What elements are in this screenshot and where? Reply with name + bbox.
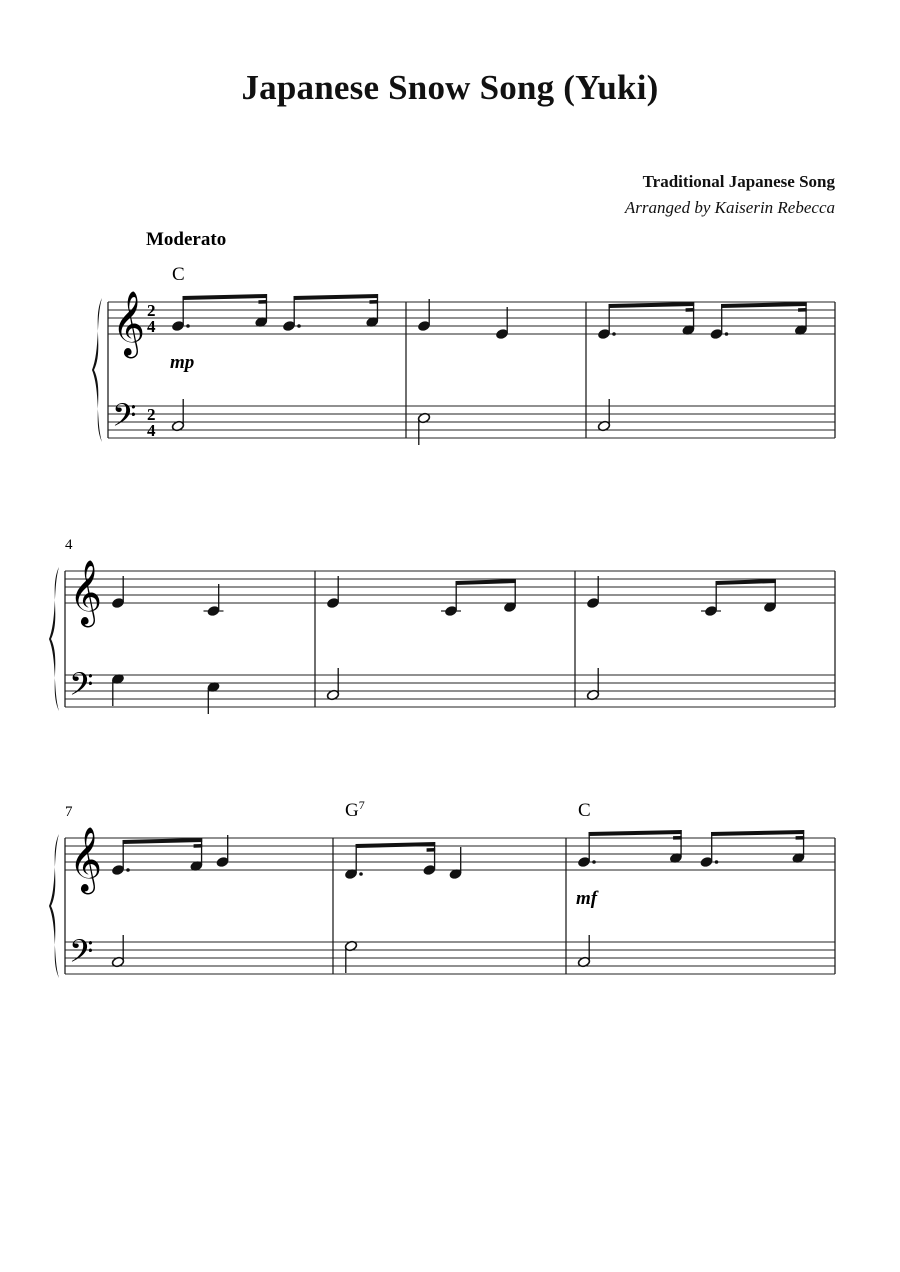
treble-clef-icon: 𝄞 — [69, 560, 103, 625]
dot-icon — [186, 324, 190, 328]
beam-sixteenth — [258, 300, 267, 304]
brace-icon — [92, 298, 102, 442]
beam — [609, 302, 695, 308]
beam — [711, 830, 804, 836]
dot-icon — [359, 872, 363, 876]
beam-sixteenth — [796, 836, 805, 840]
beam — [589, 830, 682, 836]
tempo-marking: Moderato — [146, 229, 227, 250]
treble-clef-icon: 𝄞 — [69, 827, 103, 892]
bass-clef-icon: 𝄢 — [112, 397, 137, 441]
beam — [183, 294, 267, 300]
beam — [716, 579, 776, 585]
arranger-credit: Arranged by Kaiserin Rebecca — [624, 198, 835, 217]
beam — [456, 579, 516, 585]
time-signature-denominator: 4 — [147, 317, 156, 336]
time-signature-numerator: 2 — [147, 405, 156, 424]
chord-superscript: 7 — [358, 798, 365, 812]
bass-clef-icon: 𝄢 — [69, 933, 94, 977]
page-title: Japanese Snow Song (Yuki) — [241, 68, 659, 107]
measure-number: 7 — [65, 804, 73, 820]
chord-root: C — [578, 800, 591, 821]
measure-number: 4 — [65, 537, 73, 553]
dot-icon — [592, 860, 596, 864]
beam — [721, 302, 807, 308]
chord-root: G — [345, 800, 359, 821]
chord-symbol — [345, 798, 365, 821]
beam — [356, 842, 436, 848]
treble-clef-icon: 𝄞 — [112, 291, 146, 356]
chord-root: C — [172, 264, 185, 285]
beam-sixteenth — [194, 844, 203, 848]
dynamic-marking: mf — [576, 888, 598, 909]
brace-icon — [49, 834, 59, 978]
beam-sixteenth — [686, 308, 695, 312]
bass-clef-icon: 𝄢 — [69, 666, 94, 710]
time-signature-denominator: 4 — [147, 421, 156, 440]
beam — [294, 294, 378, 300]
brace-icon — [49, 567, 59, 711]
dot-icon — [126, 868, 130, 872]
dot-icon — [297, 324, 301, 328]
beam-sixteenth — [798, 308, 807, 312]
beam-sixteenth — [369, 300, 378, 304]
dot-icon — [612, 332, 616, 336]
dynamic-marking: mp — [170, 352, 195, 373]
time-signature-numerator: 2 — [147, 301, 156, 320]
dot-icon — [715, 860, 719, 864]
composer-credit: Traditional Japanese Song — [642, 172, 835, 191]
chord-symbol — [172, 264, 185, 285]
beam-sixteenth — [673, 836, 682, 840]
beam — [123, 838, 203, 844]
dot-icon — [725, 332, 729, 336]
beam-sixteenth — [427, 848, 436, 852]
chord-symbol — [578, 800, 591, 821]
